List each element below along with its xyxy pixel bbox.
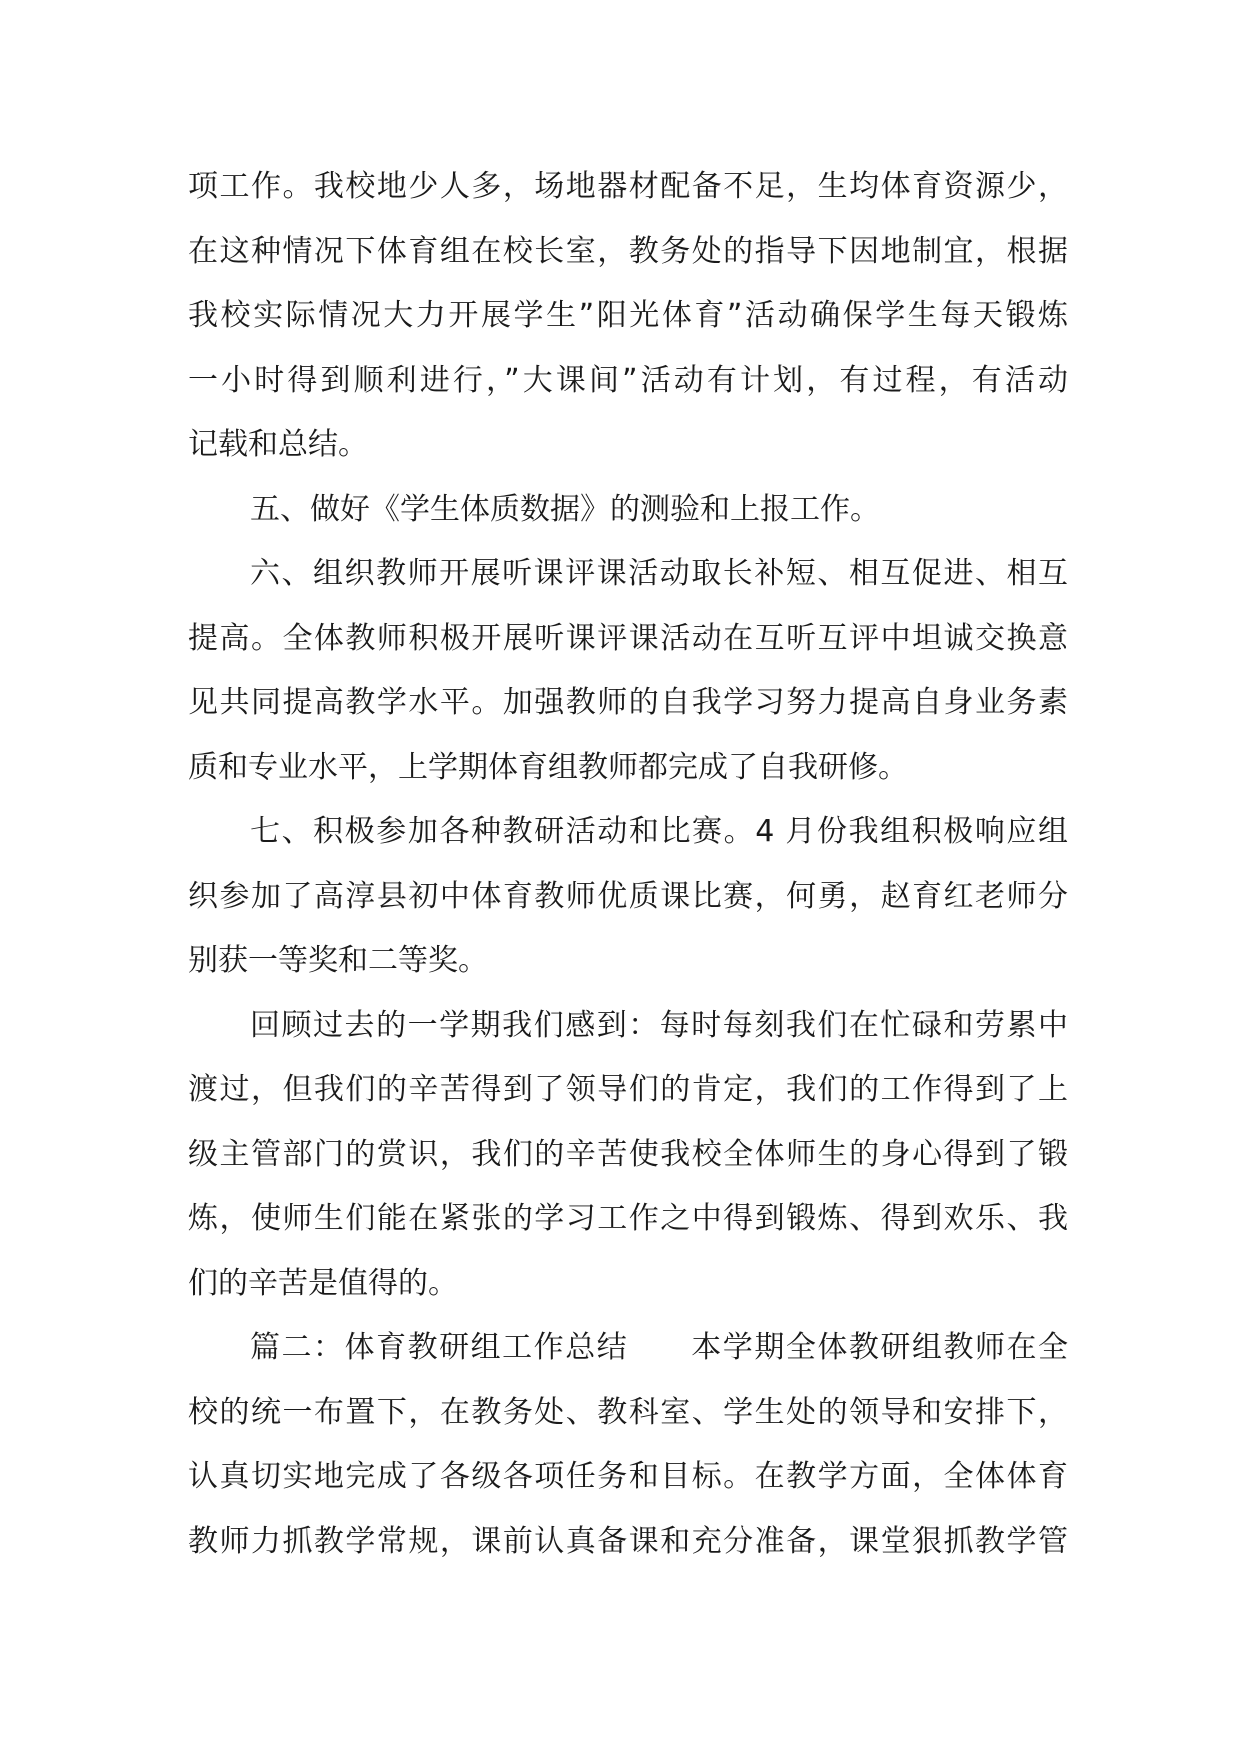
document-body: [188, 155, 1068, 1574]
text-line: 级主管部门的赏识，我们的辛苦使我校全体师生的身心得到了锻: [188, 1136, 1068, 1172]
section-heading: 七、积极参加各种教研活动和比赛。4 月份我组积极响应组: [250, 814, 1068, 849]
paragraph-start: 篇二：体育教研组工作总结 本学期全体教研组教师在全: [250, 1330, 1068, 1365]
section-heading: 六、组织教师开展听课评课活动取长补短、相互促进、相互: [250, 556, 1068, 591]
text-line: 项工作。我校地少人多，场地器材配备不足，生均体育资源少，: [188, 169, 1068, 204]
text-line: 在这种情况下体育组在校长室，教务处的指导下因地制宜，根据: [188, 233, 1068, 269]
text-line: 质和专业水平，上学期体育组教师都完成了自我研修。: [188, 749, 908, 785]
text-line: 织参加了高淳县初中体育教师优质课比赛，何勇，赵育红老师分: [188, 878, 1068, 914]
paragraph-start: 回顾过去的一学期我们感到：每时每刻我们在忙碌和劳累中: [250, 1007, 1068, 1043]
text-line: 教师力抓教学常规，课前认真备课和充分准备，课堂狠抓教学管: [188, 1523, 1068, 1559]
text-line: 校的统一布置下，在教务处、教科室、学生处的领导和安排下，: [188, 1394, 1068, 1430]
text-line: 认真切实地完成了各级各项任务和目标。在教学方面，全体体育: [188, 1459, 1068, 1494]
text-line: 别获一等奖和二等奖。: [188, 943, 488, 978]
text-line: 记载和总结。: [188, 427, 368, 462]
text-line: 见共同提高教学水平。加强教师的自我学习努力提高自身业务素: [188, 685, 1068, 720]
text-line: 一小时得到顺利进行，”大课间”活动有计划，有过程，有活动: [188, 362, 1068, 398]
text-line: 炼，使师生们能在紧张的学习工作之中得到锻炼、得到欢乐、我: [188, 1201, 1068, 1236]
text-line: 们的辛苦是值得的。: [188, 1265, 458, 1301]
text-line: 渡过，但我们的辛苦得到了领导们的肯定，我们的工作得到了上: [188, 1072, 1068, 1107]
text-line: 提高。全体教师积极开展听课评课活动在互听互评中坦诚交换意: [188, 620, 1068, 656]
section-heading: 五、做好《学生体质数据》的测验和上报工作。: [250, 491, 880, 527]
text-line: 我校实际情况大力开展学生”阳光体育”活动确保学生每天锻炼: [188, 298, 1068, 333]
